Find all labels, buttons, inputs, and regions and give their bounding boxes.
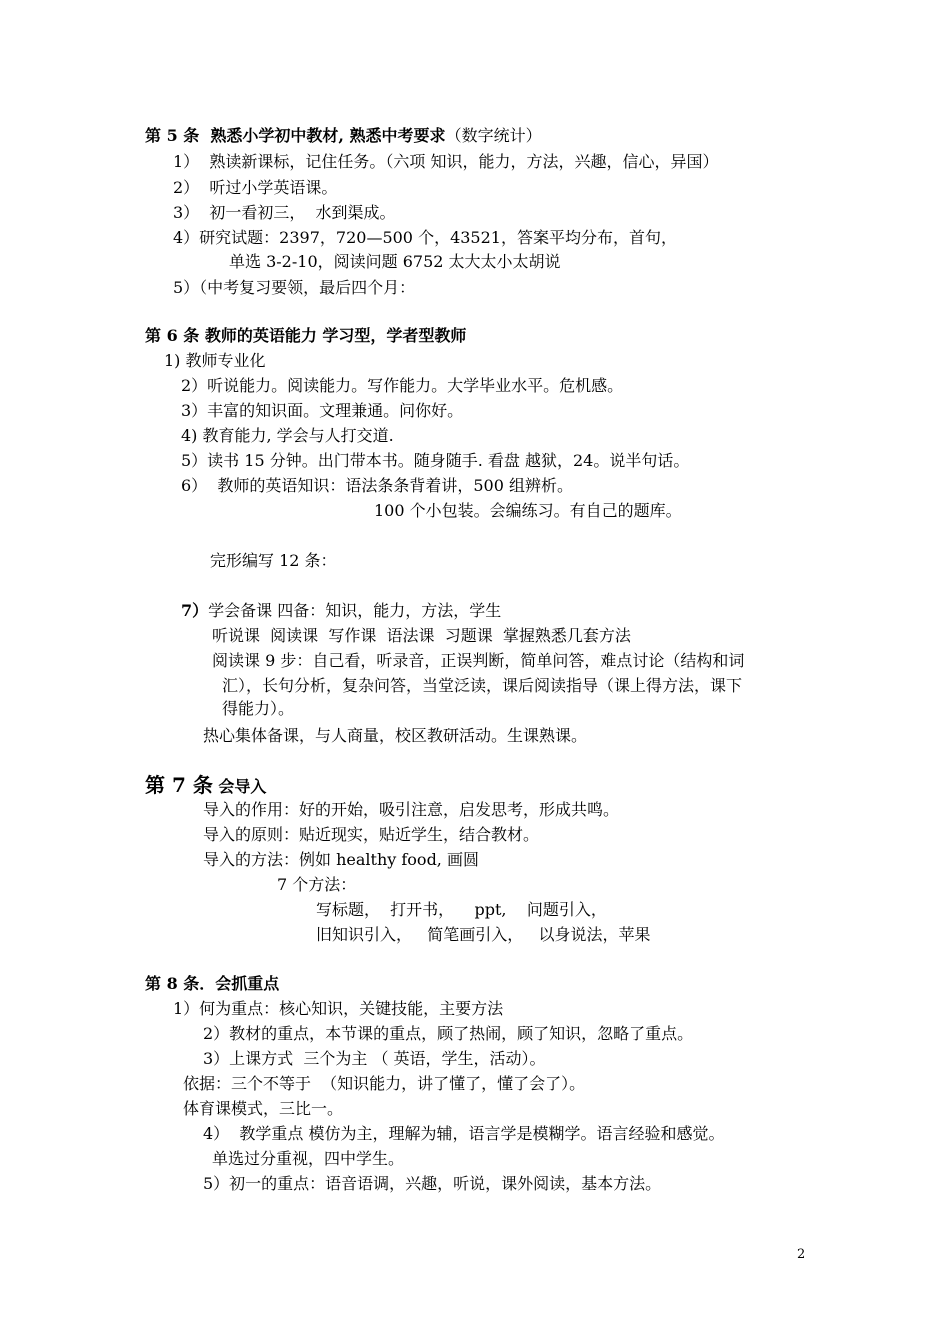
section-5-item-5: 5）（中考复习要领，最后四个月： <box>173 278 416 297</box>
section-6-item-4: 4) 教育能力, 学会与人打交道. <box>181 426 394 445</box>
section-8-item-2: 2）教材的重点，本节课的重点，顾了热闹，顾了知识，忽略了重点。 <box>203 1024 694 1043</box>
section-8-pe-model: 体育课模式，三比一。 <box>183 1099 344 1118</box>
section-6-item-7-reading-steps: 阅读课 9 步：自己看，听录音，正误判断，简单问答，难点讨论（结构和词 <box>212 651 745 670</box>
section-8-item-5: 5）初一的重点：语音语调，兴趣，听说，课外阅读，基本方法。 <box>203 1174 662 1193</box>
section-7-item-3: 导入的方法：例如 healthy food, 画圆 <box>203 850 479 869</box>
section-5-item-2: 2） 听过小学英语课。 <box>173 178 338 197</box>
section-7-item-2: 导入的原则：贴近现实，贴近学生，结合教材。 <box>203 825 540 844</box>
section-7-methods-1: 写标题， 打开书， ppt, 问题引入， <box>316 900 607 919</box>
section-6-item-7-text: 学会备课 四备：知识，能力，方法，学生 <box>208 601 502 620</box>
section-6-item-7-reading-steps-2: 汇），长句分析，复杂问答，当堂泛读，课后阅读指导（课上得方法，课下 <box>222 676 743 695</box>
section-6-item-7 <box>181 601 501 621</box>
section-6-item-2: 2）听说能力。阅读能力。写作能力。大学毕业水平。危机感。 <box>181 376 624 395</box>
section-8-item-4: 4） 教学重点 模仿为主，理解为辅，语言学是模糊学。语言经验和感觉。 <box>203 1124 725 1143</box>
section-6-title: 第 6 条 教师的英语能力 学习型，学者型教师 <box>145 326 467 345</box>
section-5-heading <box>145 126 542 146</box>
section-6-item-7-courses: 听说课 阅读课 写作课 语法课 习题课 掌握熟悉几套方法 <box>212 626 631 645</box>
section-8-item-4-continued: 单选过分重视，四中学生。 <box>212 1149 405 1168</box>
section-8-basis: 依据：三个不等于 （知识能力，讲了懂了，懂了会了）。 <box>183 1074 586 1093</box>
section-5-item-3: 3） 初一看初三， 水到渠成。 <box>173 203 396 222</box>
page-number: 2 <box>797 1247 806 1262</box>
section-6-item-3: 3）丰富的知识面。文理兼通。问你好。 <box>181 401 464 420</box>
section-6-item-8: 热心集体备课，与人商量，校区教研活动。生课熟课。 <box>203 726 588 745</box>
section-8-item-3: 3）上课方式 三个为主 （ 英语，学生，活动）。 <box>203 1049 546 1068</box>
section-6-cloze-note: 完形编写 12 条： <box>210 551 337 570</box>
section-7-item-1: 导入的作用：好的开始，吸引注意，启发思考，形成共鸣。 <box>203 800 620 819</box>
section-7-title-number: 第 7 条 <box>145 773 213 797</box>
section-5-item-4-continued: 单选 3-2-10，阅读问题 6752 太大太小太胡说 <box>229 252 561 271</box>
section-6-item-5: 5）读书 15 分钟。出门带本书。随身随手. 看盘 越狱，24。说半句话。 <box>181 451 690 470</box>
section-6-item-6-continued: 100 个小包装。会编练习。有自己的题库。 <box>374 501 682 520</box>
section-8-item-1: 1）何为重点：核心知识，关键技能，主要方法 <box>173 999 504 1018</box>
section-8-title: 第 8 条．会抓重点 <box>145 974 280 993</box>
section-5-title: 第 5 条 熟悉小学初中教材, 熟悉中考要求 <box>145 126 446 145</box>
section-7-methods-2: 旧知识引入， 简笔画引入， 以身说法，苹果 <box>316 925 651 944</box>
section-7-title-text: 会导入 <box>212 777 267 796</box>
section-7-heading <box>145 774 266 798</box>
section-6-item-1: 1) 教师专业化 <box>164 351 266 370</box>
section-6-item-7-reading-steps-3: 得能力）。 <box>222 699 295 718</box>
section-5-item-4: 4）研究试题：2397，720—500 个，43521，答案平均分布，首句， <box>173 228 677 247</box>
section-6-item-7-number: 7） <box>181 601 209 620</box>
section-7-methods-label: 7 个方法： <box>277 875 357 894</box>
section-5-item-1: 1） 熟读新课标，记住任务。（六项 知识，能力，方法，兴趣，信心，异国） <box>173 152 719 171</box>
section-6-item-6: 6） 教师的英语知识：语法条条背着讲，500 组辨析。 <box>181 476 573 495</box>
section-5-note: （数字统计） <box>445 126 542 145</box>
